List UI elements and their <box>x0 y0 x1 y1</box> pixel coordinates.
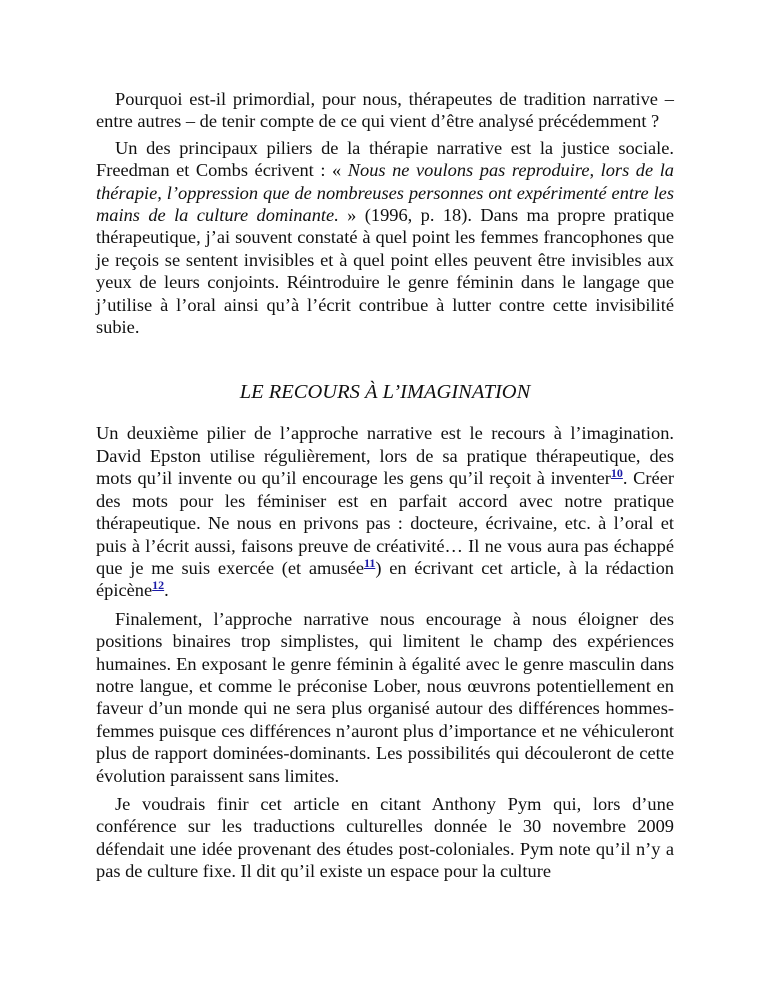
paragraph-text: . <box>164 580 169 601</box>
paragraph-text: Un des principaux piliers de la thérapie narrative est la justice sociale. Freedman et Combs écrivent : « <box>96 137 674 181</box>
footnote-link-12[interactable]: 12 <box>152 578 165 593</box>
paragraph-text: . Créer des mots pour les féminiser est en parfait accord avec notre pratique thérapeutique. Ne nous en privons pas : docteure, écrivaine, etc. à l’oral et puis à l’écrit aussi, faisons preuve de créativité… Il ne vous aura pas échappé que je me suis exercée (et amusée <box>96 468 674 578</box>
paragraph-text: ) en écrivant cet article, à la rédaction épicène <box>96 557 675 601</box>
paragraph-intro: Pourquoi est-il primordial, pour nous, thérapeutes de tradition narrative – entre autres – de tenir compte de ce qui vient d’être analysé précédemment ? <box>96 89 674 132</box>
footnote-link-10[interactable]: 10 <box>610 466 623 481</box>
footnote-link-11[interactable]: 11 <box>364 555 376 570</box>
paragraph-text: Un deuxième pilier de l’approche narrative est le recours à l’imagination. David Epston utilise régulièrement, lors de sa pratique thérapeutique, des mots qu’il invente ou qu’il encourage les gens qu’il reçoit à inventer <box>96 423 674 489</box>
paragraph-social-justice <box>96 137 674 339</box>
paragraph-binary-positions: Finalement, l’approche narrative nous encourage à nous éloigner des positions binaires trop simplistes, qui limitent le champ des expériences humaines. En exposant le genre féminin à égalité avec le genre masculin dans notre langue, et comme le préconise Lober, nous œuvrons potentiellement en faveur d’un monde qui ne sera plus organisé autour des différences hommes-femmes puisque ces différences n’auront plus d’importance et ne véhiculeront plus de rapport dominées-dominants. Les possibilités qui découleront de cette évolution paraissent sans limites. <box>96 608 674 786</box>
paragraph-text: » (1996, p. 18). Dans ma propre pratique thérapeutique, j’ai souvent constaté à quel point les femmes francophones que je reçois se sentent invisibles et à quel point elles peuvent être invisibles aux yeux de leurs conjoints. Réintroduire le genre féminin dans le langage que j’utilise à l’oral ainsi qu’à l’écrit contribue à lutter contre cette invisibilité subie. <box>96 205 674 338</box>
document-page <box>96 88 674 883</box>
paragraph-anthony-pym: Je voudrais finir cet article en citant Anthony Pym qui, lors d’une conférence sur les traductions culturelles donnée le 30 novembre 2009 défendait une idée provenant des études post-coloniales. Pym note qu’il n’y a pas de culture fixe. Il dit qu’il existe un espace pour la culture <box>96 793 674 882</box>
section-title: LE RECOURS À L’IMAGINATION <box>239 381 531 404</box>
quotation-freedman-combs: Nous ne voulons pas reproduire, lors de la thérapie, l’oppression que de nombreuses personnes ont expérimenté entre les mains de la culture dominante. <box>96 160 674 226</box>
paragraph-imagination <box>96 422 674 601</box>
